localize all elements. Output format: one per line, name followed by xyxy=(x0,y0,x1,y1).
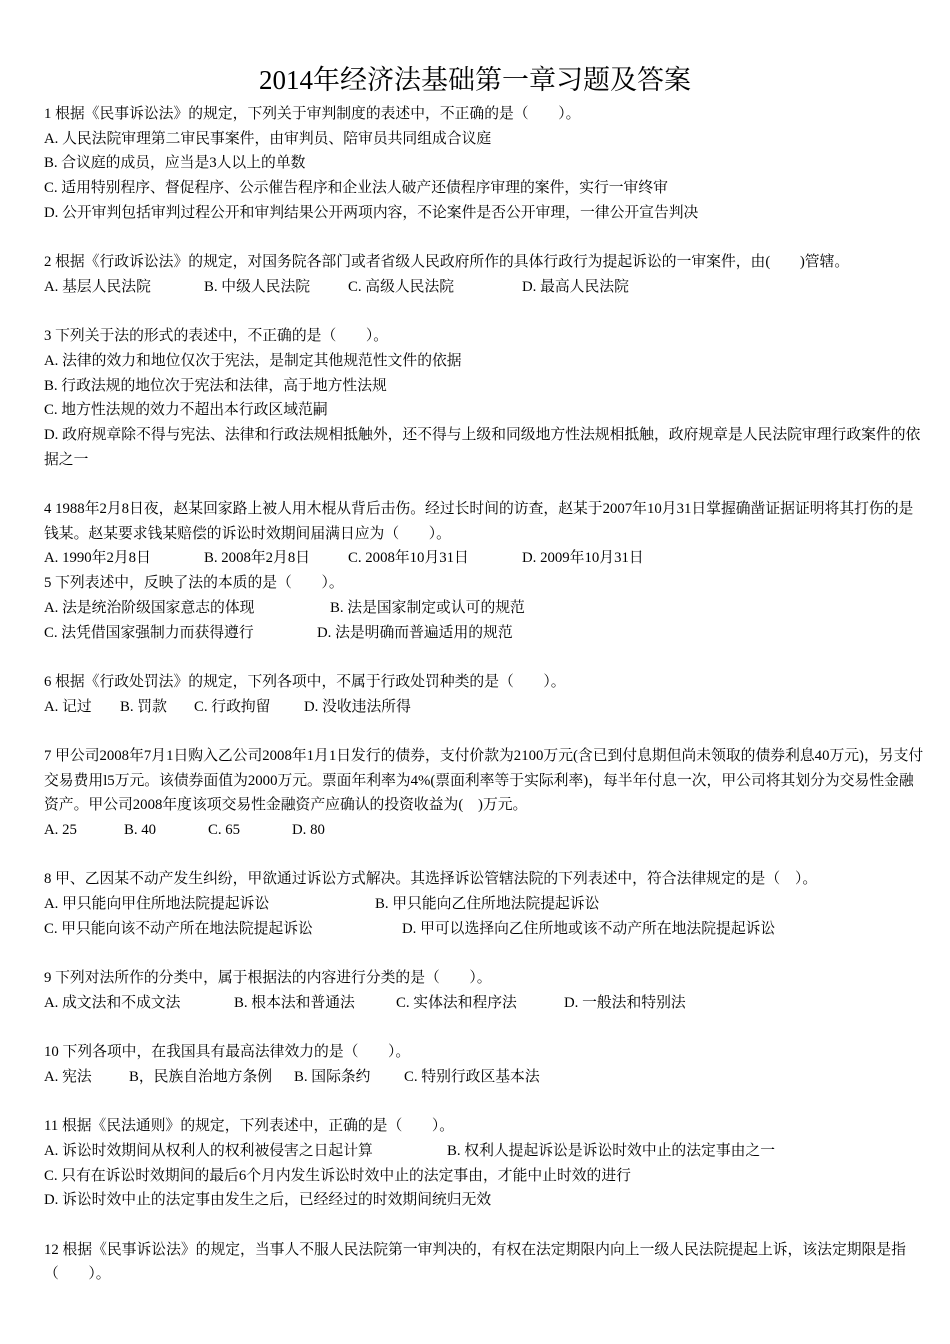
question-stem: 1 根据《民事诉讼法》的规定，下列关于审判制度的表述中，不正确的是（ ）。 xyxy=(44,106,581,122)
option-c: C. 高级人民法院 xyxy=(348,278,455,295)
option-a: A. 1990年2月8日 xyxy=(44,550,151,567)
question-stem: 8 甲、乙因某不动产发生纠纷，甲欲通过诉讼方式解决。其选择诉讼管辖法院的下列表述中，符合法律规定的是（ ）。 xyxy=(44,871,818,888)
option-c: C. 65 xyxy=(208,822,241,839)
question-stem: 11 根据《民法通则》的规定，下列表述中，正确的是（ ）。 xyxy=(44,1118,455,1135)
question-5 xyxy=(44,571,924,645)
question-11 xyxy=(44,1114,924,1213)
question-stem: 9 下列对法所作的分类中，属于根据法的内容进行分类的是（ ）。 xyxy=(44,970,492,987)
question-stem: 6 根据《行政处罚法》的规定，下列各项中，不属于行政处罚种类的是（ ）。 xyxy=(44,673,566,690)
options-row xyxy=(44,695,924,720)
option-d: D. 一般法和特别法 xyxy=(564,994,686,1011)
question-3 xyxy=(44,324,924,472)
option-d: D. 公开审判包括审判过程公开和审判结果公开两项内容，不论案件是否公开审理，一律公开宣告判决 xyxy=(44,204,699,221)
option-b: B. 根本法和普通法 xyxy=(234,994,355,1011)
option-a: A. 基层人民法院 xyxy=(44,278,151,295)
option-d: D. 没收违法所得 xyxy=(304,698,411,715)
question-stem: 5 下列表述中，反映了法的本质的是（ ）。 xyxy=(44,575,344,592)
option-a: A. 宪法 xyxy=(44,1068,92,1085)
options-row xyxy=(44,275,924,300)
option-b: B. 罚款 xyxy=(120,698,167,715)
option-a: A. 成文法和不成文法 xyxy=(44,994,181,1011)
question-7 xyxy=(44,744,924,843)
option-b: B. 行政法规的地位次于宪法和法律，高于地方性法规 xyxy=(44,377,387,394)
option-d: D. 法是明确而普遍适用的规范 xyxy=(317,624,513,641)
option-c: C. 法凭借国家强制力而获得遵行 xyxy=(44,624,254,641)
question-stem: 10 下列各项中，在我国具有最高法律效力的是（ ）。 xyxy=(44,1044,411,1061)
option-d: D. 2009年10月31日 xyxy=(522,550,644,567)
option-c: C. 实体法和程序法 xyxy=(396,994,517,1011)
option-a: A. 诉讼时效期间从权利人的权利被侵害之日起计算 xyxy=(44,1142,373,1159)
question-2 xyxy=(44,250,924,299)
question-10 xyxy=(44,1040,924,1089)
option-a: A. 人民法院审理第二审民事案件，由审判员、陪审员共同组成合议庭 xyxy=(44,130,492,147)
option-c: C. 2008年10月31日 xyxy=(348,550,469,567)
option-c: C. 甲只能向该不动产所在地法院提起诉讼 xyxy=(44,920,313,937)
options-row xyxy=(44,596,924,621)
options-row xyxy=(44,1065,924,1090)
question-stem: 4 1988年2月8日夜，赵某回家路上被人用木棍从背后击伤。经过长时间的访查，赵某于2007年10月31日掌握确凿证据证明将其打伤的是钱某。赵某要求钱某赔偿的诉讼时效期间届满日应为（ ）。 xyxy=(44,501,914,542)
question-list xyxy=(44,102,924,1287)
options-row xyxy=(44,917,924,942)
option-d: D. 最高人民法院 xyxy=(522,278,629,295)
question-stem: 7 甲公司2008年7月1日购入乙公司2008年1月1日发行的债券，支付价款为2100万元(含已到付息期但尚未领取的债券利息40万元)，另支付交易费用l5万元。该债券面值为2000万元。票面年利率为4%(票面利率等于实际利率)，每半年付息一次，甲公司将其划分为交易性金融资产。甲公司2008年度该项交易性金融资产应确认的投资收益为( )万元。 xyxy=(44,747,924,814)
option-b: B. 甲只能向乙住所地法院提起诉讼 xyxy=(375,896,600,913)
option-d: D. 甲可以选择向乙住所地或该不动产所在地法院提起诉讼 xyxy=(402,920,776,937)
options-row xyxy=(44,1139,924,1164)
option-c: C. 适用特别程序、督促程序、公示催告程序和企业法人破产还债程序审理的案件，实行一审终审 xyxy=(44,180,668,197)
option-c: C. 行政拘留 xyxy=(194,698,271,715)
option-c: C. 地方性法规的效力不超出本行政区域范嗣 xyxy=(44,402,328,419)
options-row xyxy=(44,546,924,571)
question-stem: 2 根据《行政诉讼法》的规定，对国务院各部门或者省级人民政府所作的具体行政行为提起诉讼的一审案件，由( )管辖。 xyxy=(44,254,850,271)
option-b: B. 40 xyxy=(124,822,157,839)
option-b: B. 2008年2月8日 xyxy=(204,550,311,567)
document-title: 2014年经济法基础第一章习题及答案 xyxy=(259,65,691,95)
option-c: B. 国际条约 xyxy=(294,1068,371,1085)
options-row xyxy=(44,892,924,917)
option-a: A. 甲只能向甲住所地法院提起诉讼 xyxy=(44,896,270,913)
option-b: B. 法是国家制定或认可的规范 xyxy=(330,599,525,616)
option-b: B. 合议庭的成员，应当是3人以上的单数 xyxy=(44,155,306,172)
option-b: B. 权利人提起诉讼是诉讼时效中止的法定事由之一 xyxy=(447,1142,776,1159)
options-row xyxy=(44,818,924,843)
option-d: D. 80 xyxy=(292,822,325,839)
question-9 xyxy=(44,966,924,1015)
question-4 xyxy=(44,497,924,571)
question-1 xyxy=(44,102,924,225)
options-row xyxy=(44,621,924,646)
option-a: A. 25 xyxy=(44,822,77,839)
option-b: B. 中级人民法院 xyxy=(204,278,311,295)
option-d: D. 诉讼时效中止的法定事由发生之后，已经经过的时效期间统归无效 xyxy=(44,1192,492,1209)
question-6 xyxy=(44,670,924,719)
option-c: C. 只有在诉讼时效期间的最后6个月内发生诉讼时效中止的法定事由，才能中止时效的进行 xyxy=(44,1167,631,1184)
question-stem: 3 下列关于法的形式的表述中，不正确的是（ ）。 xyxy=(44,328,389,345)
question-stem: 12 根据《民事诉讼法》的规定，当事人不服人民法院第一审判决的，有权在法定期限内向上一级人民法院提起上诉，该法定期限是指（ ）。 xyxy=(44,1241,906,1283)
option-a: A. 记过 xyxy=(44,698,92,715)
options-row xyxy=(44,991,924,1016)
question-12 xyxy=(44,1238,924,1287)
option-d: C. 特别行政区基本法 xyxy=(404,1068,540,1085)
option-a: A. 法是统治阶级国家意志的体现 xyxy=(44,599,255,616)
option-b: B，民族自治地方条例 xyxy=(129,1068,273,1085)
option-d: D. 政府规章除不得与宪法、法律和行政法规相抵触外，还不得与上级和同级地方性法规相抵触，政府规章是人民法院审理行政案件的依据之一 xyxy=(44,426,921,468)
question-8 xyxy=(44,867,924,941)
option-a: A. 法律的效力和地位仅次于宪法，是制定其他规范性文件的依据 xyxy=(44,352,462,369)
